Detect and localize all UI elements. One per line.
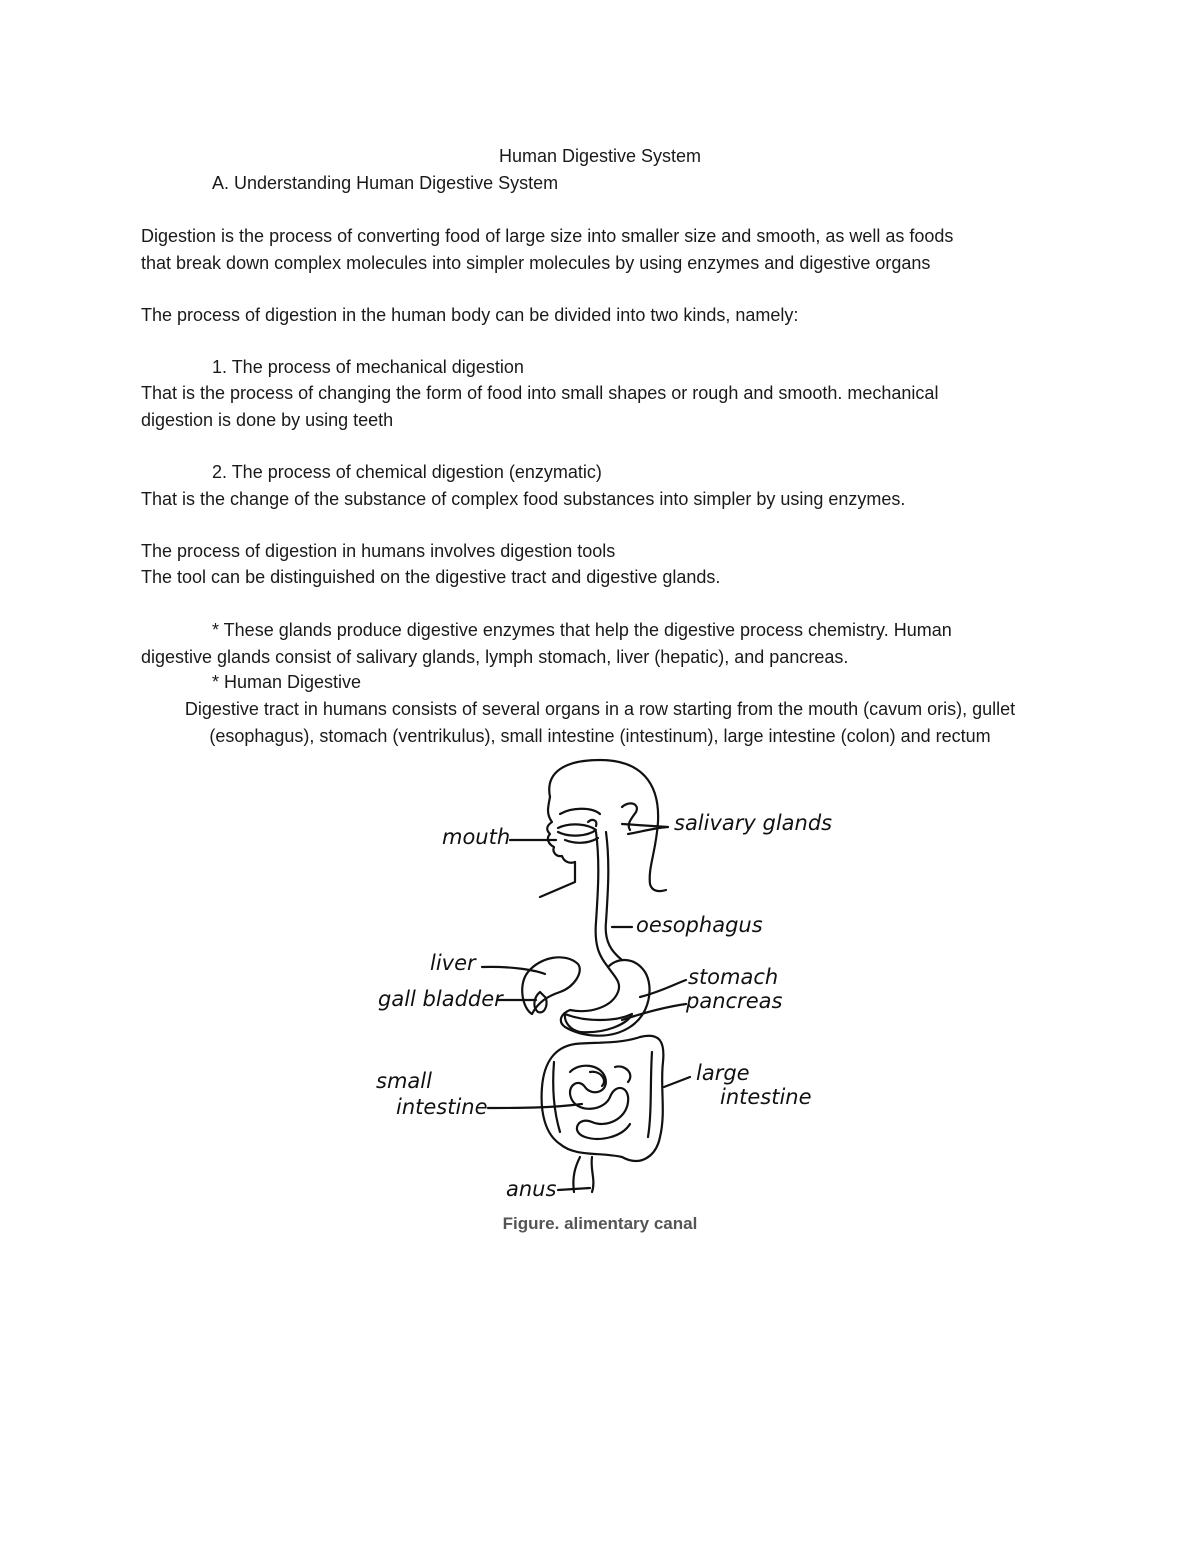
tract-line-2: (esophagus), stomach (ventrikulus), small intestine (intestinum), large intestine (colon) and rectum <box>209 726 991 746</box>
small-intestine-pointer <box>488 1104 582 1108</box>
label-small: small <box>376 1069 432 1093</box>
label-gall-bladder: gall bladder <box>378 987 503 1011</box>
anus-pointer <box>558 1188 590 1190</box>
label-large: large <box>696 1061 750 1085</box>
label-stomach: stomach <box>688 965 779 989</box>
pancreas <box>565 1014 632 1032</box>
document-title: Human Digestive System <box>498 146 702 166</box>
tools-line-1: The process of digestion in humans involves digestion tools <box>141 541 616 561</box>
intro-paragraph-line-1: Digestion is the process of converting food of large size into smaller size and smooth, as well as foods <box>141 226 954 246</box>
label-liver: liver <box>430 951 476 975</box>
glands-line-2: digestive glands consist of salivary glands, lymph stomach, liver (hepatic), and pancreas. <box>141 647 849 667</box>
alimentary-canal-diagram <box>360 752 840 1208</box>
item-1-line-2: digestion is done by using teeth <box>141 410 394 430</box>
small-intestine <box>570 1066 630 1139</box>
label-salivary-glands: salivary glands <box>674 811 833 835</box>
liver <box>522 957 580 1014</box>
item-2-heading: 2. The process of chemical digestion (enzymatic) <box>212 462 602 482</box>
large-intestine-pointer <box>664 1077 690 1087</box>
label-anus: anus <box>506 1177 557 1201</box>
salivary-gland-upper <box>622 803 637 830</box>
item-1-heading: 1. The process of mechanical digestion <box>212 357 524 377</box>
oesophagus <box>596 832 608 967</box>
face-outline <box>547 797 575 863</box>
human-digestive-heading: * Human Digestive <box>212 672 362 692</box>
intro-paragraph-line-2: that break down complex molecules into simpler molecules by using enzymes and digestive organs <box>141 253 931 273</box>
figure-caption: Figure. alimentary canal <box>502 1214 698 1233</box>
label-large-intestine: intestine <box>720 1085 812 1109</box>
neck-front <box>540 862 575 897</box>
section-heading: A. Understanding Human Digestive System <box>212 173 559 193</box>
stomach-pointer <box>640 980 686 997</box>
divided-paragraph: The process of digestion in the human body can be divided into two kinds, namely: <box>141 305 799 325</box>
item-1-line-1: That is the process of changing the form of food into small shapes or rough and smooth. mechanical <box>141 383 939 403</box>
pancreas-pointer <box>622 1004 686 1020</box>
label-small-intestine: intestine <box>396 1095 488 1119</box>
large-intestine <box>542 1036 664 1161</box>
item-2-line-1: That is the change of the substance of complex food substances into simpler by using enzymes. <box>141 489 906 509</box>
rectum <box>573 1157 580 1192</box>
tools-line-2: The tool can be distinguished on the digestive tract and digestive glands. <box>141 567 721 587</box>
tract-line-1: Digestive tract in humans consists of several organs in a row starting from the mouth (cavum oris), gullet <box>184 699 1016 719</box>
stomach <box>561 960 650 1036</box>
label-pancreas: pancreas <box>686 989 783 1013</box>
glands-line-1: * These glands produce digestive enzymes that help the digestive process chemistry. Human <box>212 620 952 640</box>
label-mouth: mouth <box>442 825 511 849</box>
liver-pointer <box>482 967 545 974</box>
label-oesophagus: oesophagus <box>636 913 763 937</box>
